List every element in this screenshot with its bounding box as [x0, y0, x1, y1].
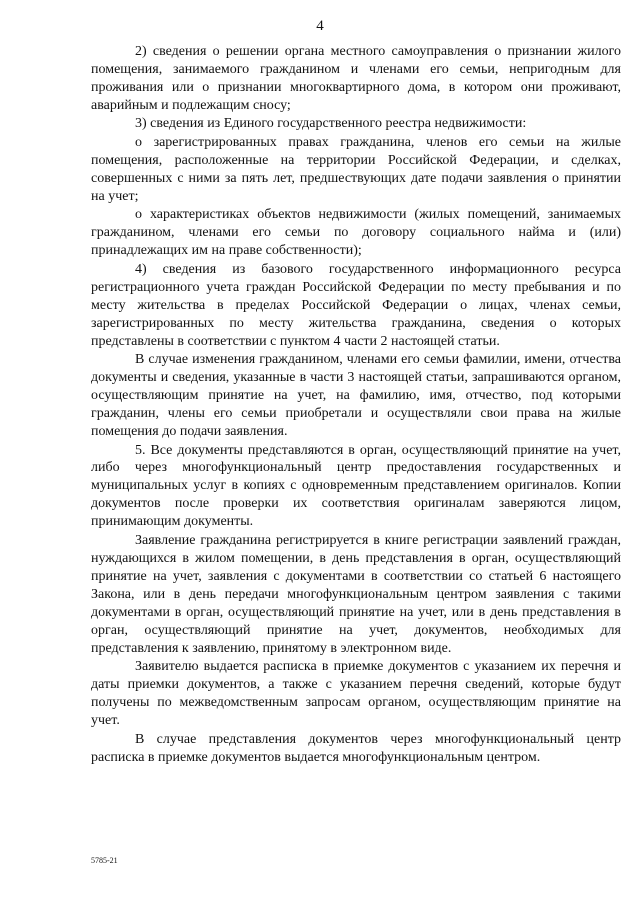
paragraph: 2) сведения о решении органа местного самоуправления о признании жилого помещения, занимаемого гражданином и членами его семьи, непригодным для проживания или о признании многоквартирного дома, в котором они проживают, аварийным и подлежащим сносу; — [91, 44, 621, 113]
paragraph: 3) сведения из Единого государственного реестра недвижимости: — [135, 116, 527, 132]
paragraph: 5. Все документы представляются в орган, осуществляющий принятие на учет, либо через многофункциональный центр предоставления государственных и муниципальных услуг в копиях с одновременным представлением оригиналов. Копии документов после проверки их соответствия оригиналам заверяются лицом, принимающим документы. — [91, 442, 621, 530]
paragraph: В случае представления документов через многофункциональный центр расписка в приемке документов выдается многофункциональным центром. — [91, 731, 621, 765]
paragraph: 4) сведения из базового государственного информационного ресурса регистрационного учета граждан Российской Федерации по месту пребывания и по месту жительства в пределах Российской Федерации о лицах, членах семьи, зарегистрированных по месту жительства гражданина, сведения о которых представлены в соответствии с пунктом 4 части 2 настоящей статьи. — [91, 261, 621, 349]
paragraph: В случае изменения гражданином, членами его семьи фамилии, имени, отчества документы и сведения, указанные в части 3 настоящей статьи, запрашиваются органом, осуществляющим принятие на учет, на фамилию, имя, отчество, под которыми гражданин, члены его семьи приобретали и осуществляли свои права на жилые помещения до подачи заявления. — [91, 352, 621, 439]
document-code: 5785-21 — [91, 856, 118, 865]
paragraph: Заявителю выдается расписка в приемке документов с указанием их перечня и даты приемки документов, а также с указанием перечня сведений, которые будут получены по межведомственным запросам органом, осуществляющим принятие на учет. — [91, 659, 621, 729]
page-number: 4 — [316, 18, 324, 34]
document-body — [91, 43, 621, 767]
paragraph: о характеристиках объектов недвижимости (жилых помещений, занимаемых гражданином, членами его семьи по договору социального найма и (или) принадлежащих им на праве собственности); — [91, 207, 621, 259]
paragraph: о зарегистрированных правах гражданина, членов его семьи на жилые помещения, расположенные на территории Российской Федерации, и сделках, совершенных с ними за пять лет, предшествующих дате подачи заявления о принятии на учет; — [91, 134, 621, 204]
paragraph: Заявление гражданина регистрируется в книге регистрации заявлений граждан, нуждающихся в жилом помещении, в день представления в орган, осуществляющий принятие на учет, заявления с документами в соответствии со статьей 6 настоящего Закона, или в день передачи многофункциональным центром заявления с такими документами в орган, осуществляющий принятие на учет, или в день представления в орган, осуществляющий принятие на учет, документов, необходимых для представления к заявлению, принятому в электронном виде. — [91, 532, 621, 656]
